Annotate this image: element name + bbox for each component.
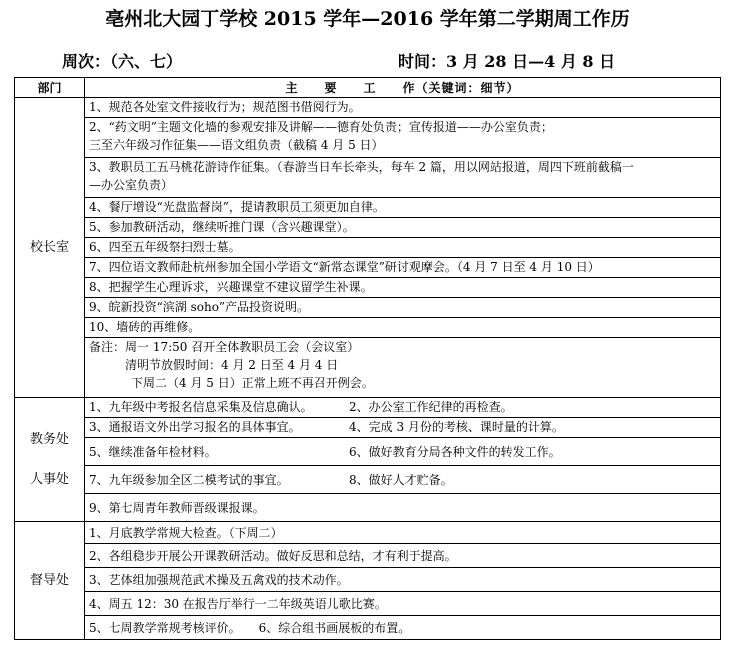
table-row xyxy=(15,98,721,118)
principal-notes: 备注：周一 17:50 召开全体教职员工会（会议室） 清明节放假时间：4 月 2 日至 4 月 4 日 下周二（4 月 5 日）正常上班不再召开例会。 xyxy=(85,338,721,398)
academic-row-4: 7、九年级参加全区二模考试的事宜。 8、做好人才贮备。 xyxy=(85,466,721,494)
academic-row-2: 3、通报语文外出学习报名的具体事宜。 4、完成 3 月份的考核、课时量的计算。 xyxy=(85,418,721,438)
table-row xyxy=(15,318,721,338)
academic-row-1: 1、九年级中考报名信息采集及信息确认。 2、办公室工作纪律的再检查。 xyxy=(85,398,721,418)
principal-item-4: 4、餐厅增设“光盘监督岗”，提请教职员工须更加自律。 xyxy=(85,198,721,218)
principal-item-10: 10、墙砖的再维修。 xyxy=(85,318,721,338)
table-row xyxy=(15,338,721,398)
principal-item-9: 9、皖新投资“滨湖 soho”产品投资说明。 xyxy=(85,298,721,318)
table-row xyxy=(15,238,721,258)
supervision-item-1: 1、月底教学常规大检查。（下周二） xyxy=(85,522,721,544)
table-row xyxy=(15,466,721,494)
table-header-row xyxy=(15,78,721,98)
table-row xyxy=(15,568,721,592)
table-row xyxy=(15,298,721,318)
principal-item-8: 8、把握学生心理诉求，兴趣课堂不建议留学生补课。 xyxy=(85,278,721,298)
principal-item-5: 5、参加教研活动，继续听推门课（含兴趣课堂）。 xyxy=(85,218,721,238)
principal-item-3: 3、教职员工五马桃花游诗作征集。（春游当日车长牵头，每车 2 篇，用以网站报道，周四下班前截稿一 —办公室负责） xyxy=(85,158,721,198)
table-row xyxy=(15,494,721,522)
supervision-item-2: 2、各组稳步开展公开课教研活动。做好反思和总结，才有利于提高。 xyxy=(85,544,721,568)
principal-item-6: 6、四至五年级祭扫烈士墓。 xyxy=(85,238,721,258)
principal-item-2: 2、“药文明”主题文化墙的参观安排及讲解——德育处负责；宣传报道——办公室负责； 三至六年级习作征集——语文组负责（截稿 4 月 5 日） xyxy=(85,118,721,158)
dept-column-header: 部门 xyxy=(15,78,85,98)
table-row xyxy=(15,158,721,198)
table-row xyxy=(15,592,721,616)
supervision-item-4: 4、周五 12：30 在报告厅举行一二年级英语儿歌比赛。 xyxy=(85,592,721,616)
table-row xyxy=(15,278,721,298)
document-title: 亳州北大园丁学校 2015 学年—2016 学年第二学期周工作历 xyxy=(105,8,630,30)
table-row xyxy=(15,616,721,640)
table-row xyxy=(15,118,721,158)
work-column-header: 主 要 工 作（关键词：细节） xyxy=(85,78,721,98)
table-row xyxy=(15,544,721,568)
supervision-item-3: 3、艺体组加强规范武术操及五禽戏的技术动作。 xyxy=(85,568,721,592)
supervision-item-5: 5、七周教学常规考核评价。 6、综合组书画展板的布置。 xyxy=(85,616,721,640)
table-row xyxy=(15,198,721,218)
dept-personnel: 人事处 xyxy=(29,471,69,487)
period-label: 时间：3 月 28 日—4 月 8 日 xyxy=(398,52,616,71)
table-row xyxy=(15,418,721,438)
principal-item-1: 1、规范各处室文件接收行为；规范图书借阅行为。 xyxy=(85,98,721,118)
academic-row-5: 9、第七周青年教师晋级课报课。 xyxy=(85,494,721,522)
table-row xyxy=(15,218,721,238)
academic-row-3: 5、继续准备年检材料。 6、做好教育分局各种文件的转发工作。 xyxy=(85,438,721,466)
week-label: 周次：（六、七） xyxy=(62,52,183,71)
principal-item-7: 7、四位语文教师赴杭州参加全国小学语文“新常态课堂”研讨观摩会。（4 月 7 日至 4 月 10 日） xyxy=(85,258,721,278)
dept-principal-office: 校长室 xyxy=(15,98,85,398)
table-row xyxy=(15,398,721,418)
table-row xyxy=(15,438,721,466)
dept-supervision: 督导处 xyxy=(15,522,85,640)
dept-academic-personnel xyxy=(15,398,85,522)
work-schedule-table xyxy=(14,77,721,640)
dept-academic-affairs: 教务处 xyxy=(29,431,69,447)
table-row xyxy=(15,258,721,278)
table-row xyxy=(15,522,721,544)
